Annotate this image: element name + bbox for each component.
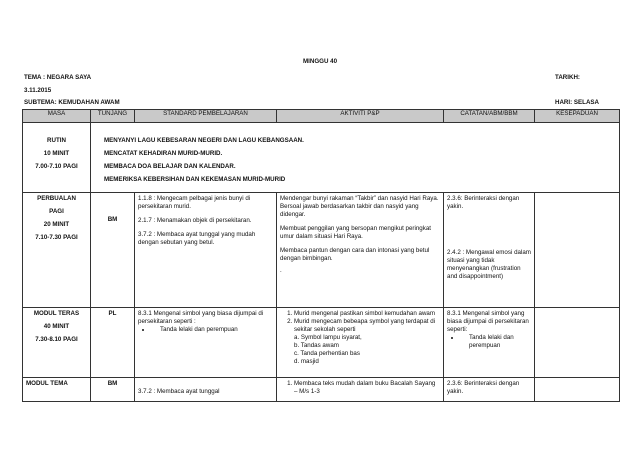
perbualan-aktiviti-item: Membuat penggilan yang bersopan mengikut peringkat umur dalam situasi Hari Raya.	[280, 225, 432, 240]
rutin-masa-cell	[23, 123, 91, 193]
hari-label: HARI: SELASA	[555, 99, 600, 106]
teras-catatan-cell	[444, 308, 535, 378]
tarikh-label: TARIKH:	[555, 74, 580, 81]
perbualan-kesepaduan-cell	[535, 193, 620, 308]
tema-masa: MODUL TEMA	[26, 380, 68, 387]
perbualan-masa-0: PERBUALAN	[37, 195, 76, 202]
perbualan-masa-3: 7.10-7.30 PAGI	[35, 234, 78, 241]
tema-label: TEMA : NEGARA SAYA	[24, 74, 92, 81]
perbualan-aktiviti-item: .	[280, 267, 282, 274]
teras-catatan-bullet: • Tanda lelaki dan perempuan	[461, 334, 531, 350]
perbualan-standard-item: 2.1.7 : Menamakan objek di persekitaran.	[138, 217, 252, 224]
teras-sub-item: b. Tandas awam	[294, 342, 339, 349]
teras-sub-item: c. Tanda perhentian bas	[294, 350, 360, 357]
teras-masa-0: MODUL TERAS	[33, 310, 80, 317]
table-header-row	[23, 110, 620, 123]
tema-masa-cell	[23, 378, 91, 402]
perbualan-aktiviti-item: Mendengar bunyi rakaman “Takbir” dan nasyid Hari Raya. Bersoal jawab berdasarkan takbir dan nasyid yang didengar.	[280, 195, 439, 218]
rutin-masa-1: 10 MINIT	[43, 150, 70, 157]
rutin-masa-0: RUTIN	[47, 137, 66, 144]
tema-aktiviti-cell	[277, 378, 444, 402]
col-standard: STANDARD PEMBELAJARAN	[135, 110, 277, 123]
perbualan-tunjang: BM	[107, 216, 118, 223]
teras-masa-1: 40 MINIT	[43, 323, 70, 330]
rutin-line: MENCATAT KEHADIRAN MURID-MURID.	[104, 150, 223, 157]
tema-standard-cell	[135, 378, 277, 402]
teras-tunjang: PL	[108, 310, 117, 317]
col-masa: MASA	[23, 110, 91, 123]
perbualan-standard-item: 1.1.8 : Mengecam pelbagai jenis bunyi di persekitaran murid.	[138, 195, 251, 210]
teras-sub-item: a. Symbol lampu isyarat,	[294, 334, 362, 341]
perbualan-masa-2: 20 MINIT	[43, 221, 70, 228]
col-kesepaduan: KESEPADUAN	[535, 110, 620, 123]
rutin-row	[23, 123, 620, 193]
tema-catatan: 2.3.6: Berinteraksi dengan yakin.	[447, 380, 520, 395]
teras-standard-bullet: • Tanda lelaki dan perempuan	[152, 326, 273, 334]
perbualan-row	[23, 193, 620, 308]
teras-standard: 8.3.1 Mengenal simbol yang biasa dijumpai di persekitaran seperti :	[138, 310, 264, 325]
teras-aktiviti-cell	[277, 308, 444, 378]
teras-tunjang-cell	[91, 308, 135, 378]
teras-aktiviti-item: 2. Murid mengecam bebeapa symbol yang terdapat di sekitar sekolah seperti	[294, 318, 440, 334]
tema-aktiviti: 1. Membaca teks mudah dalam buku Bacalah Sayang – M/s 1-3	[294, 380, 440, 396]
rutin-line: MENYANYI LAGU KEBESARAN NEGERI DAN LAGU KEBANGSAAN.	[104, 137, 304, 144]
perbualan-masa-1: PAGI	[49, 208, 64, 215]
tema-standard: 3.7.2 : Membaca ayat tunggal	[138, 388, 220, 395]
col-aktiviti: AKTIVITI P&P	[277, 110, 444, 123]
perbualan-catatan-item: 2.3.6: Berinteraksi dengan yakin.	[447, 195, 520, 210]
rutin-masa-2: 7.00-7.10 PAGI	[35, 163, 78, 170]
perbualan-aktiviti-item: Membaca pantun dengan cara dan intonasi yang betul dengan bimbingan.	[280, 247, 430, 262]
week-title: MINGGU 40	[303, 58, 338, 65]
col-tunjang: TUNJANG	[91, 110, 135, 123]
teras-standard-cell	[135, 308, 277, 378]
perbualan-aktiviti-cell	[277, 193, 444, 308]
tema-catatan-cell	[444, 378, 535, 402]
tema-tunjang: BM	[107, 380, 118, 387]
rutin-line: MEMERIKSA KEBERSIHAN DAN KEKEMASAN MURID-MURID	[104, 176, 286, 183]
teras-aktiviti-item: 1. Murid mengenal pastikan simbol kemudahan awam	[294, 310, 440, 318]
modul-teras-row	[23, 308, 620, 378]
tema-kesepaduan-cell	[535, 378, 620, 402]
teras-kesepaduan-cell	[535, 308, 620, 378]
tema-tunjang-cell	[91, 378, 135, 402]
perbualan-standard-item: 3.7.2 : Membaca ayat tunggal yang mudah dengan sebutan yang betul.	[138, 231, 256, 246]
perbualan-standard-cell	[135, 193, 277, 308]
subtema-label: SUBTEMA: KEMUDAHAN AWAM	[24, 99, 120, 106]
date-value: 3.11.2015	[24, 87, 52, 94]
rutin-line: MEMBACA DOA BELAJAR DAN KALENDAR.	[104, 163, 236, 170]
rutin-activities-cell	[91, 123, 620, 193]
teras-sub-item: d. masjid	[294, 358, 319, 365]
perbualan-tunjang-cell	[91, 193, 135, 308]
lesson-plan-table	[22, 109, 620, 402]
teras-catatan: 8.3.1 Mengenal simbol yang biasa dijumpai di persekitaran seperti:	[447, 310, 529, 333]
perbualan-catatan-cell	[444, 193, 535, 308]
teras-masa-cell	[23, 308, 91, 378]
col-catatan: CATATAN/ABM/BBM	[444, 110, 535, 123]
perbualan-masa-cell	[23, 193, 91, 308]
modul-tema-row	[23, 378, 620, 402]
perbualan-catatan-item: 2.4.2 : Mengawal emosi dalam situasi yang tidak menyenangkan (frustration and disappointment)	[447, 249, 531, 280]
teras-masa-2: 7.30-8.10 PAGI	[35, 336, 78, 343]
